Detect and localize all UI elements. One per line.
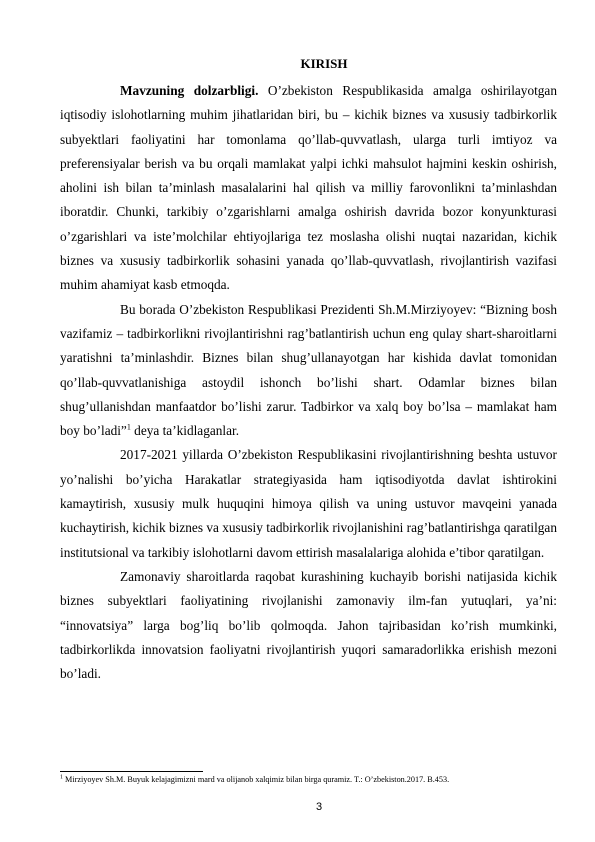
paragraph-innovation	[60, 565, 557, 686]
paragraph-text: Zamonaviy sharoitlarda raqobat kurashining kuchayib borishi natijasida kichik biznes subyektlari faoliyatining rivojlanishi zamonaviy ilm-fan yutuqlari, ya’ni: “innovatsiya” larga bog’liq bo’lib qolmoqda. Jahon tajribasidan ko’rish mumkinki, tadbirkorlikda innovatsion faoliyatni rivojlantirish yuqori samaradorlikka erishish mezoni bo’ladi.	[60, 568, 557, 682]
footnote-divider	[60, 771, 203, 772]
paragraph-quote	[60, 298, 557, 444]
footnote-marker: 1	[60, 774, 63, 781]
footnote-text: Mirziyoyev Sh.M. Buyuk kelajagimizni mard va olijanob xalqimiz bilan birga quramiz. T.: O’zbekiston.2017. B.453.	[63, 775, 450, 784]
paragraph-strategy	[60, 443, 557, 564]
page-number: 3	[315, 801, 323, 813]
paragraph-text-continued: deya ta’kidlaganlar.	[130, 423, 240, 439]
footnote	[60, 774, 557, 786]
section-title: KIRISH	[300, 56, 348, 71]
paragraph-relevance	[60, 79, 557, 298]
paragraph-text: Bu borada O’zbekiston Respublikasi Prezidenti Sh.M.Mirziyoyev: “Bizning bosh vazifamiz – tadbirkorlikni rivojlantirishni rag’batlantirish uchun eng qulay shart-sharoitlarni yaratishni ta’minlashdir. Biznes bilan shug’ullanayotgan har kishida davlat tomonidan qo’llab-quvvatlanishiga astoydil ishonch bo’lishi shart. Odamlar biznes bilan shug’ullanishdan manfaatdor bo’lishi zarur. Tadbirkor va xalq boy bo’lsa – mamlakat ham boy bo’ladi”	[60, 301, 557, 439]
paragraph-text: 2017-2021 yillarda O’zbekiston Respublikasini rivojlantirishning beshta ustuvor yo’nalishi bo’yicha Harakatlar strategiyasida ham iqtisodiyotda davlat ishtirokini kamaytirish, xususiy mulk huquqini himoya qilish va uning ustuvor mavqeini yanada kuchaytirish, kichik biznes va xususiy tadbirkorlik rivojlanishini rag’batlantirishga qaratilgan institutsional va tarkibiy islohotlarni davom ettirish masalalariga alohida e’tibor qaratilgan.	[60, 447, 557, 560]
paragraph-lead: Mavzuning dolzarbligi.	[120, 83, 259, 98]
paragraph-text: O’zbekiston Respublikasida amalga oshirilayotgan iqtisodiy islohotlarning muhim jihatlaridan biri, bu – kichik biznes va xususiy tadbirkorlik subyektlari faoliyatini har tomonlama qo’llab-quvvatlash, ularga turli imtiyoz va preferensiyalar berish va bu orqali mamlakat yalpi ichki mahsulot hajmini keskin oshirish, aholini ish bilan ta’minlash masalalarini hal qilish va milliy farovonlikni ta’minlashdan iboratdir. Chunki, tarkibiy o’zgarishlarni amalga oshirish davrida bozor konyunkturasi o’zgarishlari va iste’molchilar ehtiyojlariga tez moslasha olishi nuqtai nazaridan, kichik biznes va xususiy tadbirkorlik sohasini yanada qo’llab-quvvatlash, rivojlantirish vazifasi muhim ahamiyat kasb etmoqda.	[60, 83, 557, 293]
footnote-reference[interactable]: 1	[126, 422, 131, 432]
body-text	[60, 79, 557, 686]
